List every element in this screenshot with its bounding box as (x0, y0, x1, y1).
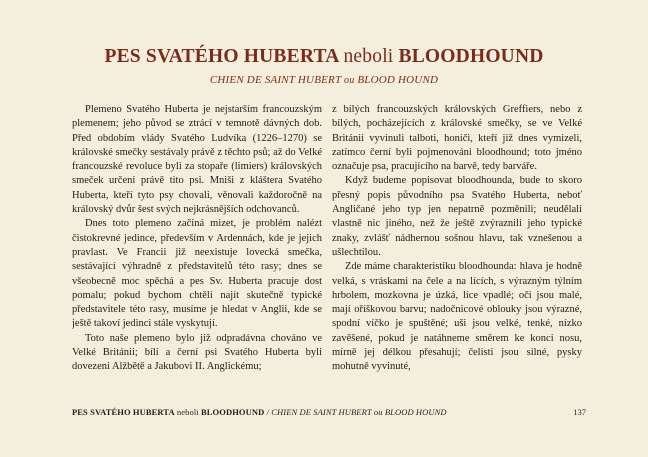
footer-subtitle-connector: ou (373, 407, 383, 417)
footer-title-main: PES SVATÉHO HUBERTA (72, 407, 175, 417)
paragraph: Toto naše plemeno bylo již odpradávna chováno ve Velké Británii; bílí a černí psi Svatého Huberta byli dovezeni Alžbětě a Jakubovi II. Anglickému; (72, 332, 322, 373)
title-part-english: BLOODHOUND (398, 46, 544, 67)
subtitle-part-french: CHIEN DE SAINT HUBERT (209, 74, 342, 86)
chapter-title (0, 46, 648, 68)
footer-title-english: BLOODHOUND (201, 407, 265, 417)
title-part-connector: neboli (343, 46, 394, 67)
footer-subtitle-french: / CHIEN DE SAINT HUBERT (266, 407, 372, 417)
paragraph: Když budeme popisovat bloodhounda, bude to skoro přesný popis původního psa Svatého Huberta, neboť Angličané jeho typ jen nepatrně pozměnili; neudělali vlastně nic jiného, než že ještě zvýraznili jeho typické znaky, zvlášť nádhernou sošnou hlavu, tak vznešenou a ušlechtilou. (332, 175, 582, 258)
paragraph: Zde máme charakteristiku bloodhounda: hlava je hodně velká, s vráskami na čele a na lících, s výrazným týlním hrbolem, mozkovna je úzká, líce vpadlé; oči jsou malé, mají oříškovou barvu; nadočnicové oblouky jsou výrazné, spodní víčko je spuštěné; uši jsou velké, tenké, nízko zavěšené, pokud je natáhneme směrem ke konci nosu, mírně jej délkou přesahují; čelisti jsou silné, pysky mohutně vyvinuté, (332, 261, 582, 373)
running-footer (72, 407, 582, 417)
page-number: 137 (573, 407, 586, 417)
chapter-subtitle (0, 74, 648, 86)
left-text-column (72, 103, 322, 389)
paragraph: Plemeno Svatého Huberta je nejstarším francouzským plemenem; jeho původ se ztrácí v temnotě dávných dob. Před obdobím vlády Svatého Ludvíka (1226–1270) se královské smečky sestávaly právě z těchto psů; až do Velké francouzské revoluce byli za stopaře (limiers) královských smeček určeni právě tito psi. Mniši z kláštera Svatého Huberta, kteří tyto psy chovali, věnovali každoročně na královský dvůr šest svých nejkrásnějších odchovanců. (72, 104, 322, 216)
paragraph: z bílých francouzských královských Greffiers, nebo z bílých, pocházejících z královské smečky, se ve Velké Británii vyvinuli talboti, honiči, kteří již dnes vymizeli, zatímco černí byli pojmenováni bloodhound; toto jméno označuje psa, pracujícího na barvě, tedy barváře. (332, 104, 582, 173)
title-part-main: PES SVATÉHO HUBERTA (104, 46, 339, 67)
right-text-column (332, 103, 582, 389)
paragraph: Dnes toto plemeno začíná mizet, je problém nalézt čistokrevné jedince, především v Ardennách, kde je jejich pravlast. Ve Francii již neexistuje lovecká smečka, sestávající výhradně z představitelů této rasy; dnes se všeobecně moc spěchá a pes Sv. Huberta pracuje dost pomalu; pokud bychom chtěli najít skutečně typické představitele této rasy, musíme je hledat v Anglii, kde se ještě takoví jedinci stále vyskytují. (72, 218, 322, 330)
subtitle-part-connector: ou (344, 75, 355, 86)
footer-title-connector: neboli (176, 407, 199, 417)
footer-subtitle-english: BLOOD HOUND (384, 407, 447, 417)
subtitle-part-english: BLOOD HOUND (357, 74, 439, 86)
